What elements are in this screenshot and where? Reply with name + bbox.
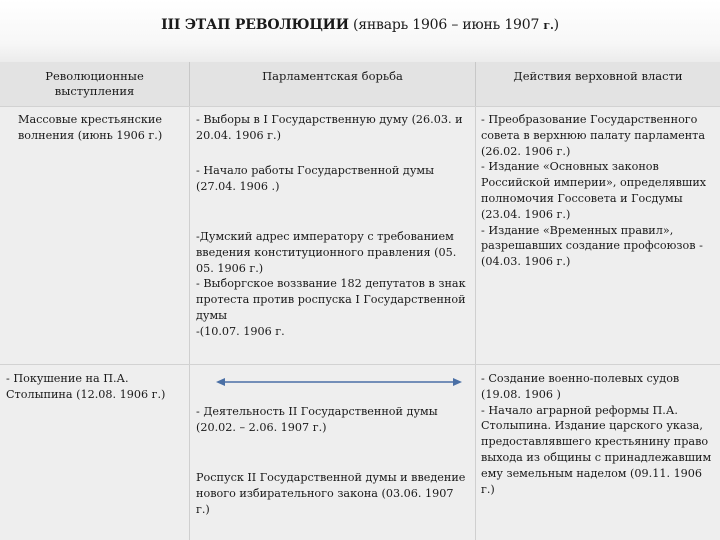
row-divider — [0, 364, 720, 365]
cell-peasant-unrest: Массовые крестьянские волнения (июнь 1906 г.) — [18, 113, 163, 142]
title-small: г. — [543, 19, 554, 32]
header-parliament: Парламентская борьба — [190, 62, 476, 106]
title-rest: (январь 1906 – июнь 1907 — [348, 17, 544, 33]
parliament-item-elections: - Выборы в I Государственную думу (26.03. и 20.04. 1906 г.) — [196, 113, 463, 142]
header-revolutionary: Революционные выступления — [0, 62, 190, 106]
parliament-item-address-vyborg: -Думский адрес императору с требованием введения конституционного правления (05. 05. 1906 г.) - Выборгское воззвание 182 депутатов в знак протеста против роспуска I Государственной думы -(10.07. 1906 г. — [196, 230, 466, 338]
column-revolutionary — [0, 106, 190, 540]
arrow-connector — [216, 374, 462, 390]
parliament-item-second-duma: - Деятельность II Государственной думы (20.02. – 2.06. 1907 г.) — [196, 405, 438, 434]
parliament-item-duma-start: - Начало работы Государственной думы (27.04. 1906 .) — [196, 164, 435, 193]
supreme-power-cell-1906: - Преобразование Государственного совета в верхнюю палату парламента (26.02. 1906 г.) - Издание «Основных законов Российской империи», определявших полномочия Госсовета и Госдумы (23.04. 1906 г.) - Издание «Временных правил», разрешавших создание профсоюзов -(04.03. 1906 г.) — [481, 113, 707, 269]
title-end: ) — [553, 17, 559, 33]
header-supreme-power: Действия верховной власти — [476, 62, 720, 106]
parliament-item-dissolution: Роспуск II Государственной думы и введение нового избирательного закона (03.06. 1907 г.) — [196, 471, 466, 516]
title-bold: III ЭТАП РЕВОЛЮЦИИ — [161, 17, 349, 33]
cell-stolypin-attempt: - Покушение на П.А. Столыпина (12.08. 1906 г.) — [6, 372, 166, 401]
header-divider — [0, 106, 720, 107]
supreme-power-cell-stolypin: - Создание военно-полевых судов (19.08. 1906 ) - Начало аграрной реформы П.А. Столыпина. Издание царского указа, предоставлявшего крестьянину право выхода из общины с принадлежавшим ему земельным наделом (09.11. 1906 г.) — [481, 372, 712, 496]
page-title — [0, 17, 720, 33]
